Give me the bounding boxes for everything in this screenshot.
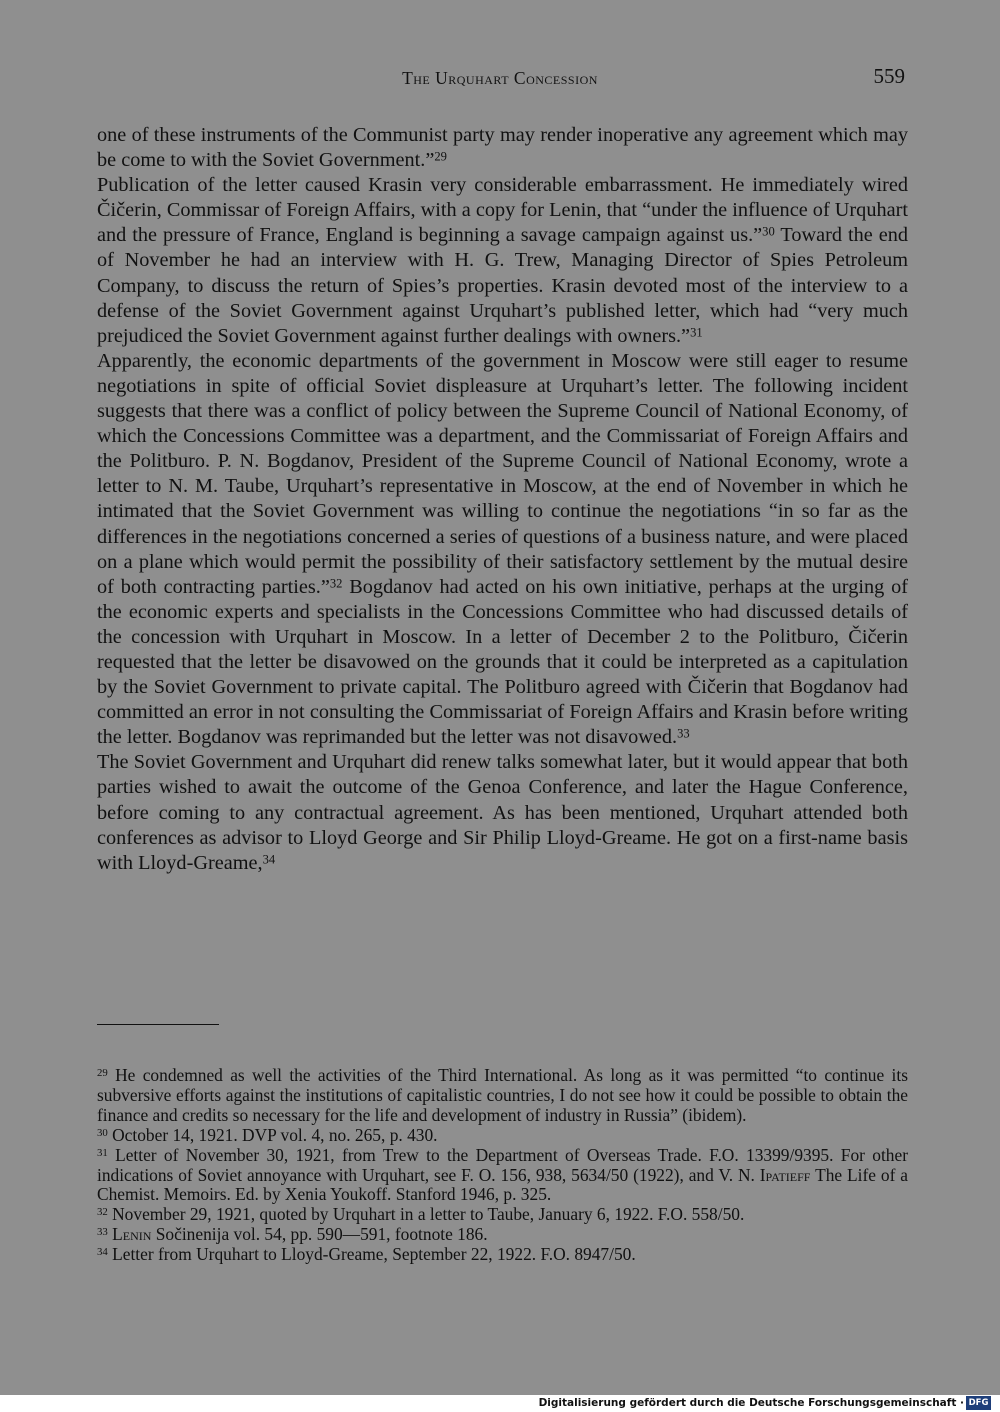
body-footnote-ref: 32 xyxy=(329,576,343,591)
footnote-text: Letter of November 30, 1921, from Trew to the Department of Overseas Trade. F.O. 13399/9395. For other indications of Soviet annoyance with Urquhart, see F. O. 156, 938, 5634/50 (1922), and V. N. xyxy=(97,1144,908,1185)
body-paragraph xyxy=(97,349,908,751)
footnote-footnote-ref: 29 xyxy=(97,1067,108,1080)
body-text: Apparently, the economic departments of the government in Moscow were still eager to resume negotiations in spite of official Soviet displeasure at Urquhart’s letter. The following incident suggests that there was a conflict of policy between the Supreme Council of National Economy, of which the Concessions Committee was a department, and the Commissariat of Foreign Affairs and the Politburo. P. N. Bogdanov, President of the Supreme Council of National Economy, wrote a letter to N. M. Taube, Urquhart’s representative in Moscow, at the end of November in which he intimated that the Soviet Government was willing to continue the negotiations “in so far as the differences in the negotiations concerned a series of questions of a business nature, and were placed on a plane which would permit the possibility of their satisfactory settlement by the mutual desire of both contracting parties.” xyxy=(97,349,908,598)
body-text: Toward the end of November he had an interview with H. G. Trew, Managing Director of Spies Petroleum Company, to discuss the return of Spies’s properties. Krasin devoted most of the interview to a defense of the Soviet Government against Urquhart’s published letter, which had “very much prejudiced the Soviet Government against further dealings with owners.” xyxy=(97,224,908,347)
body-footnote-ref: 30 xyxy=(762,224,775,239)
footnote xyxy=(97,1205,908,1225)
footnote-divider xyxy=(97,1024,219,1025)
footnote-text: Sočinenija vol. 54, pp. 590—591, footnote 186. xyxy=(151,1224,488,1245)
footnote-text: The Life of a Chemist. Memoirs. Ed. by Xenia Youkoff. Stanford 1946, p. 325. xyxy=(97,1164,908,1205)
body-paragraph xyxy=(97,173,908,349)
footnote-text: November 29, 1921, quoted by Urquhart in a letter to Taube, January 6, 1922. F.O. 558/50. xyxy=(107,1204,745,1225)
footnote xyxy=(97,1066,908,1126)
body-text: Publication of the letter caused Krasin very considerable embarrassment. He immediately wired Čičerin, Commissar of Foreign Affairs, with a copy for Lenin, that “under the influence of Urquhart and the pressure of France, England is beginning a savage campaign against us.” xyxy=(97,174,908,247)
body-footnote-ref: 31 xyxy=(690,325,703,340)
body-text: Bogdanov had acted on his own initiative, perhaps at the urging of the economic experts and specialists in the Concessions Committee who had discussed details of the concession with Urquhart in Moscow. In a letter of December 2 to the Politburo, Čičerin requested that the letter be disavowed on the grounds that it could be interpreted as a capitulation by the Soviet Government to private capital. The Politburo agreed with Čičerin that Bogdanov had committed an error in not consulting the Commissariat of Foreign Affairs and Krasin before writing the letter. Bogdanov was reprimanded but the letter was not disavowed. xyxy=(97,575,908,749)
footnote xyxy=(97,1245,908,1265)
footnote-author-name: Lenin xyxy=(112,1224,152,1245)
footnote xyxy=(97,1146,908,1206)
page-number: 559 xyxy=(873,64,905,88)
footnote xyxy=(97,1225,908,1245)
footnote xyxy=(97,1126,908,1146)
body-text xyxy=(97,123,908,876)
dfg-logo: DFG xyxy=(966,1396,991,1410)
digitization-credit-strip xyxy=(0,1395,1000,1412)
body-text: The Soviet Government and Urquhart did renew talks somewhat later, but it would appear that both parties wished to await the outcome of the Genoa Conference, and later the Hague Conference, before coming to any contractual agreement. As has been mentioned, Urquhart attended both conferences as advisor to Lloyd George and Sir Philip Lloyd-Greame. He got on a first-name basis with Lloyd-Greame, xyxy=(97,751,908,874)
body-footnote-ref: 29 xyxy=(434,149,447,164)
footnote-footnote-ref: 32 xyxy=(97,1206,108,1219)
footnote-footnote-ref: 30 xyxy=(97,1126,108,1139)
footnote-text: Letter from Urquhart to Lloyd-Greame, September 22, 1922. F.O. 8947/50. xyxy=(107,1244,636,1265)
footnote-text: October 14, 1921. DVP vol. 4, no. 265, p. 430. xyxy=(107,1124,438,1145)
footnote-text: He condemned as well the activities of the Third International. As long as it was permitted “to continue its subversive efforts against the institutions of capitalistic countries, I do not see how it could be possible to obtain the finance and credits so necessary for the life and development of industry in Russia” (ibidem). xyxy=(97,1065,908,1125)
body-footnote-ref: 34 xyxy=(262,852,276,867)
body-text: one of these instruments of the Communist party may render inoperative any agreement which may be come to with the Soviet Government.” xyxy=(97,124,908,172)
footnote-footnote-ref: 34 xyxy=(97,1246,108,1259)
footnote-author-name: Ipatieff xyxy=(759,1164,811,1185)
body-paragraph xyxy=(97,750,908,875)
digitization-credit: Digitalisierung gefördert durch die Deutsche Forschungsgemeinschaft · xyxy=(538,1396,964,1409)
footnote-footnote-ref: 33 xyxy=(97,1226,108,1239)
footnote-footnote-ref: 31 xyxy=(97,1146,108,1159)
running-title: The Urquhart Concession xyxy=(402,68,598,88)
body-footnote-ref: 33 xyxy=(677,726,690,741)
footnotes xyxy=(97,1066,908,1265)
body-paragraph xyxy=(97,123,908,173)
